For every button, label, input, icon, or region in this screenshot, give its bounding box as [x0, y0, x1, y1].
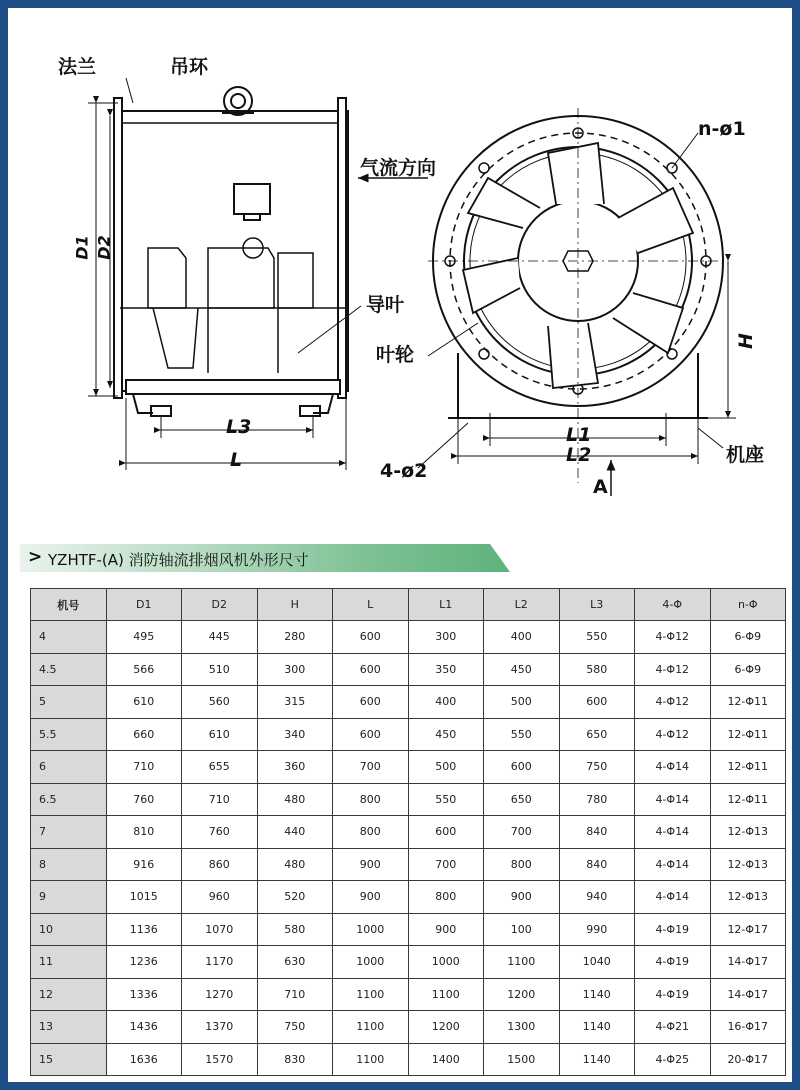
table-cell: 280	[257, 621, 333, 654]
table-cell: 400	[408, 686, 484, 719]
table-cell: 10	[31, 913, 107, 946]
col-header: 4-Φ	[635, 589, 711, 621]
table-cell: 1270	[182, 978, 258, 1011]
table-cell: 900	[408, 913, 484, 946]
table-cell: 1370	[182, 1011, 258, 1044]
table-title-bar	[20, 544, 510, 572]
table-cell: 566	[106, 653, 182, 686]
table-cell: 6	[31, 751, 107, 784]
label-D2: D2	[94, 235, 114, 260]
table-cell: 710	[257, 978, 333, 1011]
table-cell: 12-Φ17	[710, 913, 786, 946]
label-L1: L1	[566, 424, 592, 446]
table-cell: 760	[182, 816, 258, 849]
table-cell: 350	[408, 653, 484, 686]
table-cell: 6-Φ9	[710, 621, 786, 654]
table-cell: 780	[559, 783, 635, 816]
label-base: 机座	[726, 444, 765, 466]
table-cell: 1570	[182, 1043, 258, 1076]
table-cell: 600	[484, 751, 560, 784]
table-cell: 7	[31, 816, 107, 849]
table-cell: 1500	[484, 1043, 560, 1076]
table-cell: 1000	[333, 946, 409, 979]
casing-outline	[120, 111, 348, 391]
technical-drawing	[8, 8, 792, 528]
table-cell: 4-Φ14	[635, 848, 711, 881]
table-cell: 12-Φ11	[710, 783, 786, 816]
side-view	[88, 78, 428, 470]
table-cell: 340	[257, 718, 333, 751]
table-row	[31, 978, 786, 1011]
table-cell: 480	[257, 783, 333, 816]
table-cell: 900	[333, 848, 409, 881]
table-cell: 1040	[559, 946, 635, 979]
table-row	[31, 621, 786, 654]
label-flange: 法兰	[58, 56, 97, 78]
table-cell: 4-Φ12	[635, 653, 711, 686]
table-cell: 600	[333, 621, 409, 654]
table-cell: 550	[484, 718, 560, 751]
table-cell: 13	[31, 1011, 107, 1044]
table-cell: 700	[484, 816, 560, 849]
table-cell: 710	[182, 783, 258, 816]
table-cell: 600	[333, 718, 409, 751]
table-cell: 12-Φ11	[710, 718, 786, 751]
table-cell: 1200	[408, 1011, 484, 1044]
table-row	[31, 686, 786, 719]
table-cell: 450	[484, 653, 560, 686]
table-cell: 800	[333, 816, 409, 849]
table-cell: 1070	[182, 913, 258, 946]
table-cell: 520	[257, 881, 333, 914]
table-cell: 600	[559, 686, 635, 719]
table-cell: 760	[106, 783, 182, 816]
table-cell: 480	[257, 848, 333, 881]
table-cell: 4-Φ12	[635, 718, 711, 751]
label-impeller: 叶轮	[376, 344, 415, 366]
base-frame	[126, 380, 340, 394]
table-cell: 800	[408, 881, 484, 914]
table-cell: 830	[257, 1043, 333, 1076]
table-cell: 1200	[484, 978, 560, 1011]
spec-sheet	[8, 8, 792, 1082]
table-cell: 1000	[408, 946, 484, 979]
table-cell: 12	[31, 978, 107, 1011]
table-cell: 810	[106, 816, 182, 849]
table-cell: 11	[31, 946, 107, 979]
table-cell: 4-Φ12	[635, 621, 711, 654]
table-row	[31, 751, 786, 784]
drawing-svg	[8, 8, 792, 528]
table-cell: 12-Φ11	[710, 686, 786, 719]
table-cell: 600	[333, 653, 409, 686]
table-cell: 650	[484, 783, 560, 816]
table-cell: 14-Φ17	[710, 946, 786, 979]
table-row	[31, 1043, 786, 1076]
table-cell: 5	[31, 686, 107, 719]
dimensions-table	[30, 588, 786, 1076]
table-cell: 860	[182, 848, 258, 881]
table-cell: 4-Φ19	[635, 978, 711, 1011]
label-lifting-ring: 吊环	[170, 56, 209, 78]
table-cell: 4-Φ21	[635, 1011, 711, 1044]
table-cell: 4-Φ19	[635, 946, 711, 979]
col-header: 机号	[31, 589, 107, 621]
table-cell: 840	[559, 816, 635, 849]
table-cell: 15	[31, 1043, 107, 1076]
col-header: H	[257, 589, 333, 621]
table-title: YZHTF-(A) 消防轴流排烟风机外形尺寸	[48, 551, 309, 569]
table-cell: 750	[257, 1011, 333, 1044]
label-n-phi1: n-ø1	[698, 118, 746, 140]
table-cell: 916	[106, 848, 182, 881]
table-cell: 400	[484, 621, 560, 654]
table-cell: 1140	[559, 1043, 635, 1076]
table-cell: 700	[333, 751, 409, 784]
table-cell: 16-Φ17	[710, 1011, 786, 1044]
table-cell: 1436	[106, 1011, 182, 1044]
table-cell: 550	[559, 621, 635, 654]
table-cell: 750	[559, 751, 635, 784]
table-cell: 650	[559, 718, 635, 751]
table-cell: 1636	[106, 1043, 182, 1076]
table-cell: 1336	[106, 978, 182, 1011]
table-cell: 655	[182, 751, 258, 784]
table-cell: 445	[182, 621, 258, 654]
table-cell: 580	[559, 653, 635, 686]
table-cell: 580	[257, 913, 333, 946]
col-header: D2	[182, 589, 258, 621]
table-cell: 4.5	[31, 653, 107, 686]
table-cell: 550	[408, 783, 484, 816]
table-cell: 500	[408, 751, 484, 784]
table-row	[31, 783, 786, 816]
table-cell: 900	[484, 881, 560, 914]
table-cell: 495	[106, 621, 182, 654]
table-cell: 4-Φ19	[635, 913, 711, 946]
table-cell: 700	[408, 848, 484, 881]
table-body	[31, 621, 786, 1076]
table-cell: 450	[408, 718, 484, 751]
table-cell: 1100	[333, 978, 409, 1011]
table-cell: 1400	[408, 1043, 484, 1076]
table-cell: 1000	[333, 913, 409, 946]
table-cell: 100	[484, 913, 560, 946]
table-cell: 500	[484, 686, 560, 719]
table-cell: 1100	[484, 946, 560, 979]
table-cell: 1170	[182, 946, 258, 979]
table-cell: 800	[484, 848, 560, 881]
table-row	[31, 946, 786, 979]
table-cell: 610	[106, 686, 182, 719]
table-cell: 1300	[484, 1011, 560, 1044]
table-cell: 6.5	[31, 783, 107, 816]
table-cell: 20-Φ17	[710, 1043, 786, 1076]
table-cell: 440	[257, 816, 333, 849]
table-cell: 12-Φ13	[710, 881, 786, 914]
col-header: n-Φ	[710, 589, 786, 621]
table-row	[31, 1011, 786, 1044]
table-cell: 4	[31, 621, 107, 654]
label-L: L	[230, 449, 243, 471]
table-cell: 6-Φ9	[710, 653, 786, 686]
table-cell: 510	[182, 653, 258, 686]
label-D1: D1	[72, 235, 92, 260]
table-cell: 710	[106, 751, 182, 784]
table-cell: 900	[333, 881, 409, 914]
table-row	[31, 913, 786, 946]
table-cell: 1140	[559, 1011, 635, 1044]
label-H: H	[734, 333, 757, 349]
label-airflow-direction: 气流方向	[360, 157, 437, 179]
table-cell: 600	[333, 686, 409, 719]
label-L2: L2	[566, 444, 592, 466]
table-cell: 1136	[106, 913, 182, 946]
table-cell: 5.5	[31, 718, 107, 751]
table-row	[31, 881, 786, 914]
table-cell: 1140	[559, 978, 635, 1011]
col-header: L	[333, 589, 409, 621]
col-header: L3	[559, 589, 635, 621]
table-cell: 4-Φ14	[635, 881, 711, 914]
table-cell: 4-Φ14	[635, 816, 711, 849]
table-cell: 1100	[408, 978, 484, 1011]
table-cell: 12-Φ11	[710, 751, 786, 784]
col-header: D1	[106, 589, 182, 621]
table-cell: 940	[559, 881, 635, 914]
table-cell: 300	[408, 621, 484, 654]
table-cell: 610	[182, 718, 258, 751]
table-cell: 560	[182, 686, 258, 719]
table-cell: 1015	[106, 881, 182, 914]
table-cell: 300	[257, 653, 333, 686]
table-cell: 9	[31, 881, 107, 914]
table-cell: 4-Φ14	[635, 751, 711, 784]
table-cell: 1236	[106, 946, 182, 979]
table-cell: 4-Φ12	[635, 686, 711, 719]
table-row	[31, 848, 786, 881]
table-row	[31, 653, 786, 686]
chevron-right-icon: >	[28, 547, 43, 567]
table-cell: 840	[559, 848, 635, 881]
table-cell: 4-Φ14	[635, 783, 711, 816]
label-4-phi2: 4-ø2	[380, 460, 428, 482]
table-cell: 4-Φ25	[635, 1043, 711, 1076]
table-cell: 12-Φ13	[710, 816, 786, 849]
label-L3: L3	[226, 416, 252, 438]
right-flange	[338, 98, 346, 398]
table-cell: 960	[182, 881, 258, 914]
table-row	[31, 718, 786, 751]
table-cell: 12-Φ13	[710, 848, 786, 881]
table-cell: 660	[106, 718, 182, 751]
table-cell: 600	[408, 816, 484, 849]
col-header: L2	[484, 589, 560, 621]
table-header-row	[31, 589, 786, 621]
table-cell: 315	[257, 686, 333, 719]
motor-box	[234, 184, 270, 214]
table-cell: 630	[257, 946, 333, 979]
table-cell: 990	[559, 913, 635, 946]
label-A: A	[593, 476, 608, 498]
table-cell: 800	[333, 783, 409, 816]
table-cell: 14-Φ17	[710, 978, 786, 1011]
left-flange	[114, 98, 122, 398]
col-header: L1	[408, 589, 484, 621]
table-cell: 1100	[333, 1011, 409, 1044]
table-cell: 8	[31, 848, 107, 881]
table-cell: 360	[257, 751, 333, 784]
table-row	[31, 816, 786, 849]
label-guide-vane: 导叶	[366, 294, 405, 316]
table-cell: 1100	[333, 1043, 409, 1076]
